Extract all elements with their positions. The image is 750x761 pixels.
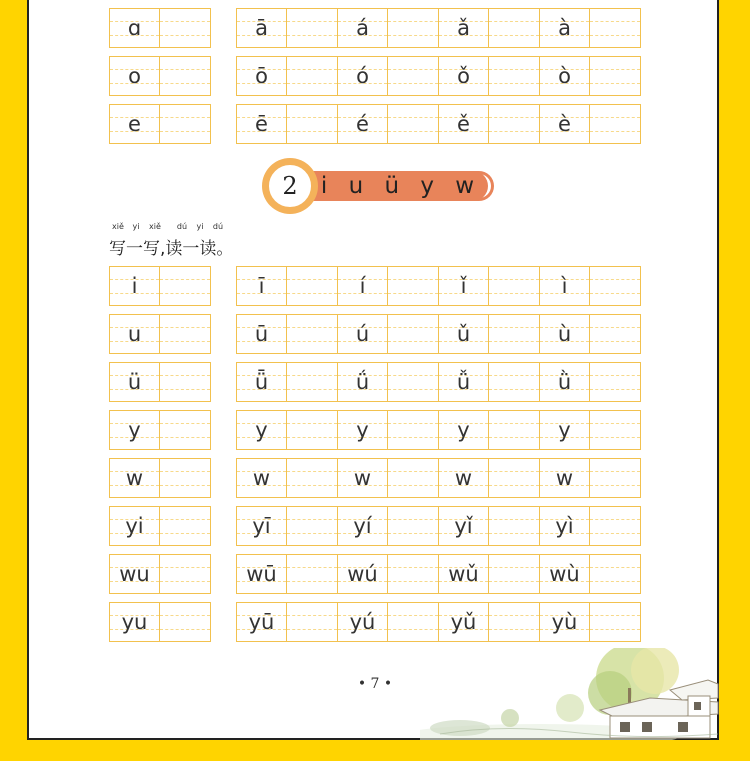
base-cell: i bbox=[109, 266, 160, 306]
blank-cell bbox=[387, 266, 439, 306]
tone-cell: ū bbox=[236, 314, 287, 354]
blank-cell bbox=[589, 56, 641, 96]
blank-cell bbox=[387, 104, 439, 144]
blank-cell bbox=[159, 314, 211, 354]
pinyin-syllable: xiě bbox=[149, 222, 161, 231]
tone-cell: w bbox=[236, 458, 287, 498]
blank-cell bbox=[488, 410, 540, 450]
blank-cell bbox=[589, 506, 641, 546]
tone-cell: á bbox=[337, 8, 388, 48]
tone-cell: ǎ bbox=[438, 8, 489, 48]
blank-cell bbox=[589, 602, 641, 642]
tone-cell: é bbox=[337, 104, 388, 144]
grid-row bbox=[0, 314, 750, 354]
blank-cell bbox=[589, 8, 641, 48]
grid-row bbox=[0, 554, 750, 594]
blank-cell bbox=[159, 554, 211, 594]
tone-cell: yū bbox=[236, 602, 287, 642]
tone-cell: ā bbox=[236, 8, 287, 48]
tone-cell: yǐ bbox=[438, 506, 489, 546]
blank-cell bbox=[387, 314, 439, 354]
blank-cell bbox=[589, 362, 641, 402]
base-cell: o bbox=[109, 56, 160, 96]
tone-cell: ó bbox=[337, 56, 388, 96]
grid-row bbox=[0, 362, 750, 402]
base-cell: w bbox=[109, 458, 160, 498]
tone-cell: ǖ bbox=[236, 362, 287, 402]
tone-cell: ǜ bbox=[539, 362, 590, 402]
tone-cell: ě bbox=[438, 104, 489, 144]
blank-cell bbox=[159, 458, 211, 498]
tone-cell: wǔ bbox=[438, 554, 489, 594]
base-cell: e bbox=[109, 104, 160, 144]
grid-row bbox=[0, 56, 750, 96]
blank-cell bbox=[387, 410, 439, 450]
blank-cell bbox=[286, 410, 338, 450]
pinyin-syllable: yi bbox=[196, 222, 204, 231]
base-cell: u bbox=[109, 314, 160, 354]
blank-cell bbox=[286, 506, 338, 546]
grid-row bbox=[0, 8, 750, 48]
tone-cell: wù bbox=[539, 554, 590, 594]
blank-cell bbox=[589, 554, 641, 594]
blank-cell bbox=[488, 314, 540, 354]
tone-cell: è bbox=[539, 104, 590, 144]
blank-cell bbox=[159, 104, 211, 144]
pinyin-syllable: dú bbox=[212, 222, 224, 231]
base-cell: y bbox=[109, 410, 160, 450]
blank-cell bbox=[159, 410, 211, 450]
base-cell: yi bbox=[109, 506, 160, 546]
landscape-illustration bbox=[420, 648, 720, 740]
blank-cell bbox=[488, 266, 540, 306]
pinyin-syllable: xiě bbox=[112, 222, 124, 231]
grid-row bbox=[0, 266, 750, 306]
grid-row bbox=[0, 458, 750, 498]
tone-cell: y bbox=[438, 410, 489, 450]
base-cell: wu bbox=[109, 554, 160, 594]
blank-cell bbox=[387, 458, 439, 498]
tone-cell: w bbox=[438, 458, 489, 498]
blank-cell bbox=[286, 314, 338, 354]
blank-cell bbox=[488, 56, 540, 96]
tone-cell: w bbox=[539, 458, 590, 498]
tone-cell: yù bbox=[539, 602, 590, 642]
tone-cell: ǚ bbox=[438, 362, 489, 402]
blank-cell bbox=[589, 314, 641, 354]
blank-cell bbox=[286, 602, 338, 642]
tone-cell: wú bbox=[337, 554, 388, 594]
blank-cell bbox=[286, 56, 338, 96]
blank-cell bbox=[286, 104, 338, 144]
tone-cell: yí bbox=[337, 506, 388, 546]
page-number: • 7 • bbox=[357, 676, 393, 692]
tone-cell: ǘ bbox=[337, 362, 388, 402]
blank-cell bbox=[589, 458, 641, 498]
instruction bbox=[109, 222, 233, 259]
blank-cell bbox=[286, 8, 338, 48]
tone-cell: y bbox=[236, 410, 287, 450]
blank-cell bbox=[286, 458, 338, 498]
blank-cell bbox=[488, 8, 540, 48]
blank-cell bbox=[159, 362, 211, 402]
blank-cell bbox=[488, 104, 540, 144]
tone-cell: ǔ bbox=[438, 314, 489, 354]
grid-row bbox=[0, 506, 750, 546]
lesson-banner bbox=[262, 158, 502, 214]
instruction-pinyin bbox=[109, 222, 233, 234]
blank-cell bbox=[159, 56, 211, 96]
blank-cell bbox=[387, 362, 439, 402]
blank-cell bbox=[488, 506, 540, 546]
base-cell: yu bbox=[109, 602, 160, 642]
blank-cell bbox=[387, 506, 439, 546]
blank-cell bbox=[387, 56, 439, 96]
base-cell: ü bbox=[109, 362, 160, 402]
instruction-text: 写一写,读一读。 bbox=[109, 239, 234, 259]
banner-number: 2 bbox=[267, 163, 313, 209]
base-cell: ɑ bbox=[109, 8, 160, 48]
tone-cell: yǔ bbox=[438, 602, 489, 642]
blank-cell bbox=[589, 266, 641, 306]
blank-cell bbox=[387, 602, 439, 642]
tone-cell: w bbox=[337, 458, 388, 498]
tone-cell: í bbox=[337, 266, 388, 306]
pinyin-syllable: dú bbox=[176, 222, 188, 231]
tone-cell: à bbox=[539, 8, 590, 48]
blank-cell bbox=[488, 458, 540, 498]
tone-cell: ì bbox=[539, 266, 590, 306]
tone-cell: ò bbox=[539, 56, 590, 96]
tone-cell: ī bbox=[236, 266, 287, 306]
blank-cell bbox=[159, 266, 211, 306]
blank-cell bbox=[387, 554, 439, 594]
blank-cell bbox=[387, 8, 439, 48]
blank-cell bbox=[159, 8, 211, 48]
blank-cell bbox=[286, 554, 338, 594]
blank-cell bbox=[159, 602, 211, 642]
blank-cell bbox=[488, 554, 540, 594]
blank-cell bbox=[159, 506, 211, 546]
tone-cell: ē bbox=[236, 104, 287, 144]
tone-cell: y bbox=[337, 410, 388, 450]
blank-cell bbox=[488, 602, 540, 642]
tone-cell: ù bbox=[539, 314, 590, 354]
tone-cell: ō bbox=[236, 56, 287, 96]
blank-cell bbox=[589, 410, 641, 450]
blank-cell bbox=[286, 362, 338, 402]
tone-cell: ú bbox=[337, 314, 388, 354]
tone-cell: ǒ bbox=[438, 56, 489, 96]
blank-cell bbox=[488, 362, 540, 402]
blank-cell bbox=[286, 266, 338, 306]
tone-cell: yì bbox=[539, 506, 590, 546]
pinyin-syllable: yi bbox=[132, 222, 140, 231]
tone-cell: wū bbox=[236, 554, 287, 594]
tone-cell: yī bbox=[236, 506, 287, 546]
grid-row bbox=[0, 104, 750, 144]
tone-cell: y bbox=[539, 410, 590, 450]
grid-row bbox=[0, 602, 750, 642]
tone-cell: yú bbox=[337, 602, 388, 642]
blank-cell bbox=[589, 104, 641, 144]
grid-row bbox=[0, 410, 750, 450]
tone-cell: ǐ bbox=[438, 266, 489, 306]
banner-letters: i u ü y w bbox=[306, 171, 488, 201]
